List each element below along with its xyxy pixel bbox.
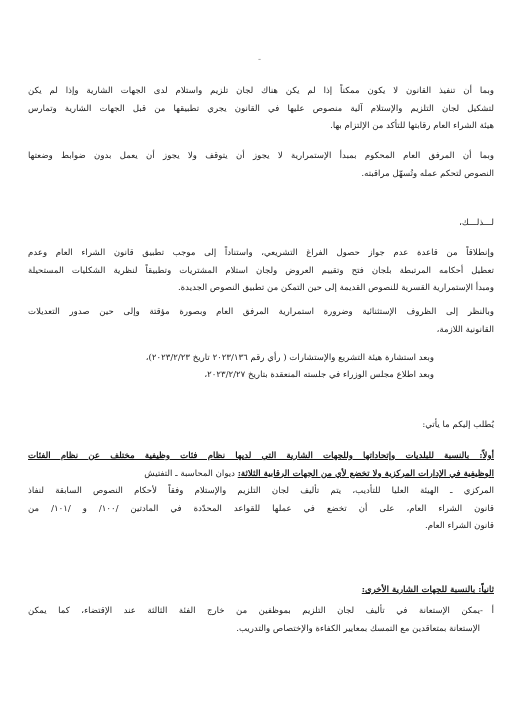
paragraph-2	[28, 148, 494, 183]
text-line: المركزي ـ الهيئة العليا للتأديب، يتم تأليف لجان التلزيم والإستلام وفقاً لأحكام النصوص السابقة لنفاذ	[28, 486, 494, 497]
item-marker: أ -	[480, 606, 494, 616]
text-line: وبما أن المرفق العام المحكوم بمبدأ الإستمرارية لا يجوز أن يتوقف ولا يجوز أن يعمل بدون ضوابط وضعتها	[28, 151, 494, 161]
second-item-a	[28, 603, 494, 638]
second-section	[28, 582, 494, 599]
text-line: وإنطلاقاً من قاعدة عدم جواز حصول الفراغ التشريعي، واستناداً إلى موجب تطبيق قانون الشراء العام وعدم	[28, 248, 494, 258]
text-line: ومبدأ الإستمرارية القسرية للنصوص القديمة إلى حين التمكن من تطبيق النصوص الجديدة.	[177, 283, 494, 294]
text-line: النصوص لتحكم عمله وتُسهّل مراقبته.	[361, 168, 494, 179]
consideration-line: وبعد اطلاع مجلس الوزراء في جلسته المنعقدة بتاريخ ٢٠٢٣/٢/٢٧،	[204, 370, 434, 380]
paragraph-4	[28, 304, 494, 339]
text-line: الإستعانة بمتعاقدين مع التمسك بمعايير الكفاءة والإختصاص والتدريب.	[236, 623, 480, 634]
text-line: هيئة الشراء العام رقابتها للتأكد من الإلتزام بها.	[330, 121, 494, 132]
text-line: قانون الشراء العام.	[425, 521, 494, 532]
request-line: يُطلب إليكم ما يأتي:	[422, 420, 494, 430]
first-section	[28, 448, 494, 536]
text-line: أ -يمكن الإستعانة في تأليف لجان التلزيم بموظفين من خارج الفئة الثالثة عند الإقتضاء، كما يمكن	[28, 603, 494, 621]
page-separator: -	[258, 55, 262, 65]
section-heading-therefore: لـــذلـــك،	[459, 218, 494, 228]
text-line: قانون الشراء العام، على أن تخضع في عملها للقواعد المحدّدة في المادتين /١٠٠/ و /١٠١/ من	[28, 503, 494, 514]
text-line: وبما أن تنفيذ القانون لا يكون ممكناً إذا لم يكن هناك لجان تلزيم واستلام لدى الجهات الشارية وإذا لم يكن	[28, 86, 494, 96]
second-heading: ثانياً: بالنسبة للجهات الشارية الأخرى:	[361, 585, 494, 595]
text-line: وبالنظر إلى الظروف الإستثنائية وضرورة استمرارية المرفق العام وبصورة مؤقتة وإلى حين صدور التعديلات	[28, 307, 494, 317]
text-line: تعطيل أحكامه المرتبطة بلجان فتح وتقييم العروض ولجان استلام المشتريات وتطبيقاً لنظرية الشكليات المستحيلة	[28, 265, 494, 276]
first-heading-line: الوظيفية في الإدارات المركزية ولا تخضع لأي من الجهات الرقابية الثلاثة: ديوان المحاسبة ـ التفتيش	[144, 468, 494, 479]
consideration-line: وبعد استشارة هيئة التشريع والإستشارات ( رأي رقم ٢٠٢٣/١٣٦ تاريخ ٢٠٢٣/٢/٢٣)،	[145, 353, 434, 363]
paragraph-3	[28, 245, 494, 298]
paragraph-1	[28, 83, 494, 136]
first-heading-line: أولاً: بالنسبة للبلديات وإتحاداتها وللجهات الشارية التي لديها نظام فئات وظيفية مختلف عن نظام الفئات	[28, 451, 494, 461]
text-line: لتشكيل لجان التلزيم والإستلام آلية منصوص عليها في القانون يجري تطبيقها من قبل الجهات الشارية وتمارس	[28, 103, 494, 114]
text-line: القانونية اللازمة،	[436, 324, 494, 335]
considerations	[30, 350, 434, 384]
